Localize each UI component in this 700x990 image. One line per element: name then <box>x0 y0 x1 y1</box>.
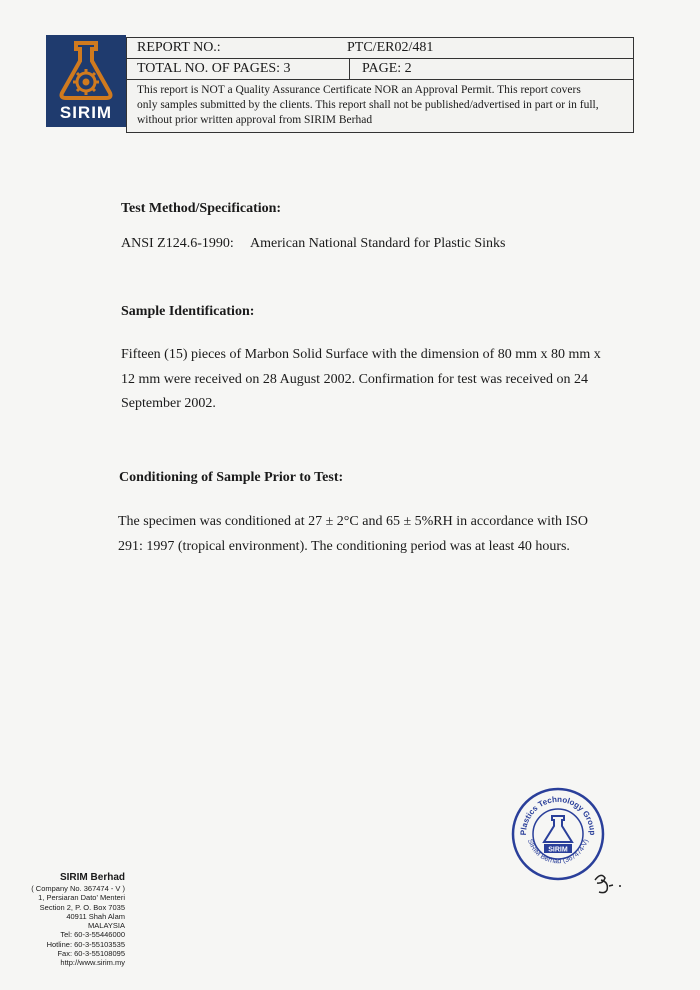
sample-line: Fifteen (15) pieces of Marbon Solid Surface with the dimension of 80 mm x 80 mm x <box>121 347 601 362</box>
disclaimer-line: only samples submitted by the clients. This report shall not be published/advertised in part or in full, <box>137 99 599 111</box>
test-method-title: Test Method/Specification: <box>121 201 282 216</box>
address-line: MALAYSIA <box>88 921 125 931</box>
address-line: 40911 Shah Alam <box>66 911 125 921</box>
sirim-logo <box>46 35 126 127</box>
test-method-description: American National Standard for Plastic Sinks <box>250 236 506 251</box>
disclaimer <box>127 80 633 132</box>
logo-text: SIRIM <box>59 103 113 122</box>
page-label: PAGE: 2 <box>362 61 412 76</box>
conditioning-line: 291: 1997 (tropical environment). The conditioning period was at least 40 hours. <box>118 538 570 554</box>
conditioning-title: Conditioning of Sample Prior to Test: <box>119 470 344 485</box>
flask-gear-icon <box>46 35 126 107</box>
address-line: Section 2, P. O. Box 7035 <box>39 902 125 912</box>
stamp-top-text: Plastics Technology Group <box>518 794 598 836</box>
sample-identification-title: Sample Identification: <box>121 304 255 319</box>
total-pages-label: TOTAL NO. OF PAGES: 3 <box>127 59 350 79</box>
tel-line: Tel: 60-3-55446000 <box>60 930 125 940</box>
conditioning-line: The specimen was conditioned at 27 ± 2°C and 65 ± 5%RH in accordance with ISO <box>118 514 589 529</box>
sample-identification-text <box>121 343 641 417</box>
report-no-row <box>127 38 633 59</box>
signature-mark <box>587 866 627 896</box>
report-no-label: REPORT NO.: <box>137 40 221 55</box>
pages-row <box>127 59 633 80</box>
address-line: ( Company No. 367474 - V ) <box>31 884 125 893</box>
test-method-line <box>121 236 505 252</box>
stamp-bottom-text: SIRIM Berhad (367474-V) <box>526 838 590 866</box>
report-no-value: PTC/ER02/481 <box>347 40 434 55</box>
address-line: 1, Persiaran Dato' Menteri <box>38 893 125 903</box>
stamp-flask-icon <box>544 816 572 842</box>
company-address <box>30 872 125 968</box>
report-header <box>126 37 634 133</box>
company-name: SIRIM Berhad <box>59 872 125 883</box>
test-method-code: ANSI Z124.6-1990: <box>121 236 234 251</box>
conditioning-text <box>118 510 638 559</box>
stamp-center-text: SIRIM <box>548 846 568 854</box>
hotline-line: Hotline: 60-3-55103535 <box>46 939 125 949</box>
website-line: http://www.sirim.my <box>60 958 125 968</box>
disclaimer-line: This report is NOT a Quality Assurance Certificate NOR an Approval Permit. This report covers <box>137 84 581 96</box>
fax-line: Fax: 60-3-55108095 <box>57 949 125 959</box>
disclaimer-line: without prior written approval from SIRIM Berhad <box>137 114 373 126</box>
sample-line: September 2002. <box>121 396 216 411</box>
sample-line: 12 mm were received on 28 August 2002. Confirmation for test was received on 24 <box>121 371 588 387</box>
